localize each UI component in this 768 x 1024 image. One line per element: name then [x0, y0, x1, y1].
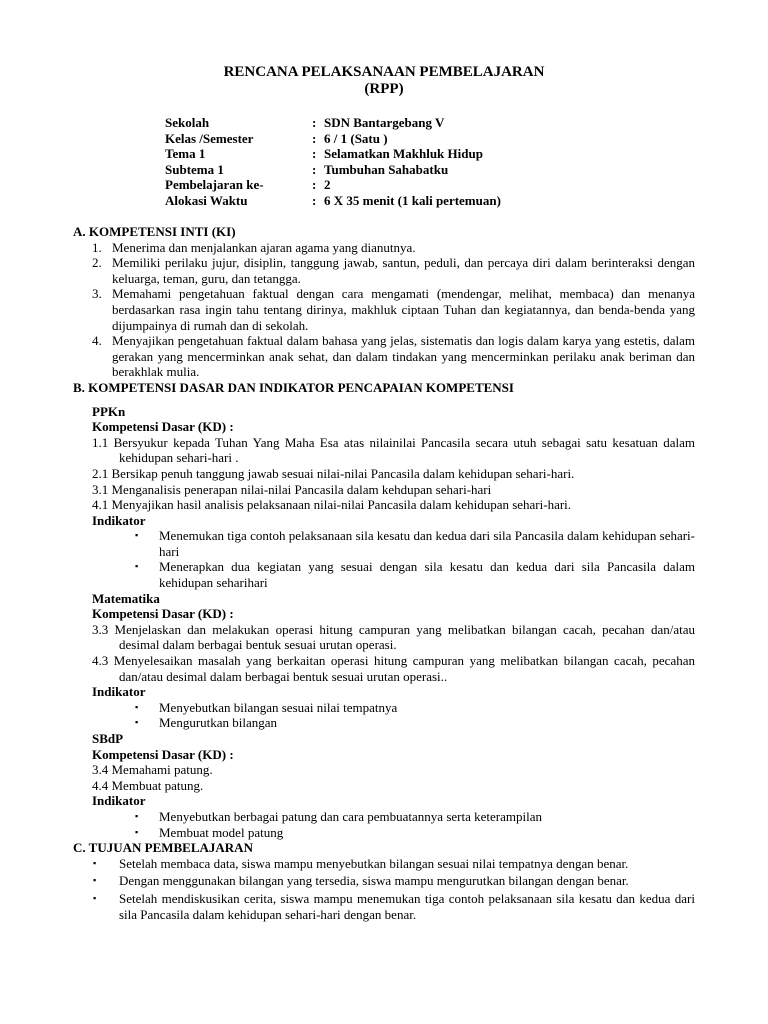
- item-text: Menyebutkan bilangan sesuai nilai tempatnya: [159, 699, 398, 715]
- list-item: [135, 809, 695, 825]
- item-text: Dengan menggunakan bilangan yang tersedia, siswa mampu mengurutkan bilangan dengan benar.: [119, 873, 629, 889]
- kd-item: 4.3 Menyelesaikan masalah yang berkaitan operasi hitung campuran yang melibatkan bilangan cacah, pecahan dan/atau desimal dalam berbagai bentuk sesuai urutan operasi..: [92, 653, 695, 684]
- indikator-label: Indikator: [92, 793, 146, 809]
- meta-row-kelas: [165, 131, 501, 147]
- subject-title-sbdp: SBdP: [92, 731, 124, 746]
- identity-table: [165, 115, 501, 209]
- item-text: Setelah mendiskusikan cerita, siswa mampu menemukan tiga contoh pelaksanaan sila kesatu dan kedua dari sila Pancasila dalam kehidupan sehari-hari dengan benar.: [119, 890, 695, 922]
- bullet-icon: ▪: [135, 810, 139, 821]
- meta-value: SDN Bantargebang V: [324, 115, 445, 130]
- item-text: Mengurutkan bilangan: [159, 715, 278, 731]
- bullet-icon: ▪: [93, 857, 97, 868]
- meta-label: Subtema 1: [165, 161, 224, 177]
- section-heading-tujuan: C. TUJUAN PEMBELAJARAN: [73, 840, 253, 856]
- subject-title-matematika: Matematika: [92, 590, 160, 606]
- title-line-1: RENCANA PELAKSANAAN PEMBELAJARAN: [223, 64, 545, 80]
- bullet-icon: ▪: [135, 530, 139, 541]
- list-item: [93, 891, 695, 922]
- meta-label: Pembelajaran ke-: [165, 177, 264, 193]
- meta-colon: :: [312, 130, 317, 146]
- meta-colon: :: [312, 146, 317, 162]
- item-text: Memiliki perilaku jujur, disiplin, tanggung jawab, santun, peduli, dan percaya diri dalam berinteraksi dengan keluarga, teman, guru, dan tetangga.: [112, 255, 695, 286]
- list-item: [92, 333, 695, 380]
- kd-label: Kompetensi Dasar (KD) :: [92, 419, 234, 435]
- bullet-icon: ▪: [135, 561, 139, 572]
- meta-colon: :: [312, 115, 317, 130]
- kd-item: 3.4 Memahami patung.: [92, 762, 213, 778]
- list-item: [92, 286, 695, 333]
- list-item: [135, 715, 695, 731]
- meta-label: Kelas /Semester: [165, 130, 254, 146]
- item-number: 4.: [92, 333, 102, 349]
- meta-value: 6 X 35 menit (1 kali pertemuan): [324, 192, 501, 208]
- item-text: Menerapkan dua kegiatan yang sesuai dengan sila kesatu dan kedua dari sila Pancasila dalam kehidupan seharihari: [159, 559, 695, 591]
- indikator-list: [92, 700, 695, 731]
- item-number: 3.: [92, 286, 102, 302]
- meta-row-subtema: [165, 162, 501, 178]
- meta-value: 2: [324, 177, 331, 193]
- list-item: [135, 825, 695, 841]
- item-number: 1.: [92, 239, 102, 255]
- meta-colon: :: [312, 177, 317, 193]
- indikator-list: [92, 528, 695, 590]
- ki-list: [73, 240, 695, 380]
- meta-label: Alokasi Waktu: [165, 192, 248, 208]
- section-heading-ki: A. KOMPETENSI INTI (KI): [73, 224, 236, 239]
- list-item: [92, 255, 695, 286]
- bullet-icon: ▪: [135, 701, 139, 712]
- item-number: 2.: [92, 255, 102, 271]
- kd-item: 1.1 Bersyukur kepada Tuhan Yang Maha Esa atas nilainilai Pancasila secara utuh sebagai satu kesatuan dalam kehidupan sehari-hari .: [92, 434, 695, 466]
- meta-value: 6 / 1 (Satu ): [324, 130, 388, 146]
- indikator-label: Indikator: [92, 512, 146, 528]
- ppkn-block: [73, 404, 695, 841]
- kd-item: 4.1 Menyajikan hasil analisis pelaksanaan nilai-nilai Pancasila dalam kehidupan sehari-hari.: [92, 497, 572, 513]
- kd-item: 3.1 Menganalisis penerapan nilai-nilai Pancasila dalam kehdupan sehari-hari: [92, 481, 492, 497]
- item-text: Memahami pengetahuan faktual dengan cara mengamati (mendengar, melihat, membaca) dan menanya berdasarkan rasa ingin tahu tentang dirinya, makhluk ciptaan Tuhan dan kegiatannya, dan benda-benda yang dijumpainya di rumah dan di sekolah.: [112, 286, 695, 333]
- bullet-icon: ▪: [135, 717, 139, 728]
- title-line-2: (RPP): [364, 81, 404, 97]
- kd-label: Kompetensi Dasar (KD) :: [92, 606, 234, 622]
- list-item: [135, 528, 695, 559]
- item-text: Membuat model patung: [159, 824, 284, 840]
- list-item: [92, 240, 695, 256]
- kd-label: Kompetensi Dasar (KD) :: [92, 746, 234, 762]
- meta-label: Sekolah: [165, 115, 210, 130]
- kd-item: 2.1 Bersikap penuh tanggung jawab sesuai nilai-nilai Pancasila dalam kehidupan sehari-hari.: [92, 465, 575, 481]
- meta-row-pembelajaran: [165, 177, 501, 193]
- bullet-icon: ▪: [93, 875, 97, 886]
- document-body: [73, 224, 695, 924]
- meta-colon: :: [312, 161, 317, 177]
- meta-value: Tumbuhan Sahabatku: [324, 161, 449, 177]
- list-item: [135, 559, 695, 590]
- meta-value: Selamatkan Makhluk Hidup: [324, 146, 483, 162]
- list-item: [93, 856, 695, 872]
- meta-row-alokasi: [165, 193, 501, 209]
- section-heading-kd: B. KOMPETENSI DASAR DAN INDIKATOR PENCAPAIAN KOMPETENSI: [73, 379, 514, 395]
- item-text: Menemukan tiga contoh pelaksanaan sila kesatu dan kedua dari sila Pancasila dalam kehidupan sehari-hari: [159, 528, 695, 559]
- item-text: Menyebutkan berbagai patung dan cara pembuatannya serta keterampilan: [159, 808, 542, 824]
- item-text: Setelah membaca data, siswa mampu menyebutkan bilangan sesuai nilai tempatnya dengan benar.: [119, 855, 629, 871]
- bullet-icon: ▪: [135, 826, 139, 837]
- meta-label: Tema 1: [165, 146, 206, 162]
- tujuan-list: [73, 856, 695, 922]
- bullet-icon: ▪: [93, 892, 97, 903]
- indikator-label: Indikator: [92, 684, 146, 700]
- meta-row-sekolah: [165, 115, 501, 131]
- kd-item: 3.3 Menjelaskan dan melakukan operasi hitung campuran yang melibatkan bilangan cacah, pecahan dan/atau desimal dalam berbagai bentuk sesuai urutan operasi.: [92, 621, 695, 653]
- kd-item: 4.4 Membuat patung.: [92, 777, 204, 793]
- meta-colon: :: [312, 192, 317, 208]
- document-title: [0, 64, 768, 98]
- meta-row-tema: [165, 146, 501, 162]
- item-text: Menyajikan pengetahuan faktual dalam bahasa yang jelas, sistematis dan logis dalam karya yang estetis, dalam gerakan yang mencerminkan anak sehat, dan dalam tindakan yang mencerminkan perilaku anak beriman dan berakhlak mulia.: [112, 333, 695, 380]
- item-text: Menerima dan menjalankan ajaran agama yang dianutnya.: [112, 239, 416, 255]
- subject-title-ppkn: PPKn: [92, 403, 126, 419]
- indikator-list: [92, 809, 695, 840]
- list-item: [93, 873, 695, 889]
- list-item: [135, 700, 695, 716]
